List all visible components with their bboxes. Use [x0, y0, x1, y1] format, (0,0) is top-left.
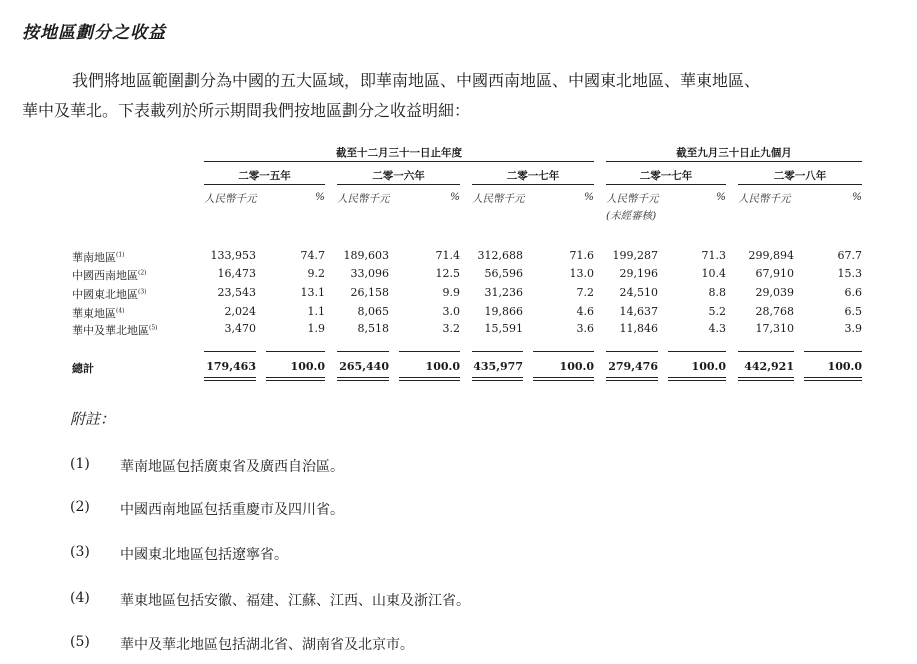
pct-cell: 1.1 — [307, 305, 325, 318]
note-number: (2) — [70, 499, 90, 515]
amount-cell: 56,596 — [484, 267, 523, 280]
pct-cell: 71.3 — [701, 249, 726, 262]
pct-cell: 9.2 — [307, 267, 325, 280]
pct-cell: 12.5 — [435, 267, 460, 280]
total-pct-cell: 100.0 — [827, 360, 862, 373]
amount-cell: 133,953 — [210, 249, 256, 262]
amount-cell: 67,910 — [755, 267, 794, 280]
pct-cell: 4.6 — [576, 305, 594, 318]
note-text: 中國東北地區包括遼寧省。 — [120, 547, 288, 563]
pct-cell: 71.6 — [569, 249, 594, 262]
subtotal-rule-pct — [804, 351, 862, 352]
total-pct-cell: 100.0 — [559, 360, 594, 373]
amount-cell: 11,846 — [619, 322, 658, 335]
total-amount-cell: 265,440 — [339, 360, 389, 373]
unit-label: 人民幣千元 — [204, 193, 257, 205]
note-text: 中國西南地區包括重慶市及四川省。 — [120, 502, 344, 518]
total-double-rule-pct — [266, 377, 325, 381]
amount-cell: 17,310 — [755, 322, 794, 335]
pct-cell: 6.5 — [844, 305, 862, 318]
amount-cell: 15,591 — [484, 322, 523, 335]
pct-cell: 5.2 — [708, 305, 726, 318]
note-text: 華東地區包括安徽、福建、江蘇、江西、山東及浙江省。 — [120, 593, 470, 609]
total-double-rule-amount — [472, 377, 523, 381]
group-header-rule-left — [204, 161, 594, 162]
subtotal-rule-amount — [337, 351, 389, 352]
group-header-nine-months: 截至九月三十日止九個月 — [676, 147, 792, 159]
subtotal-rule-pct — [399, 351, 460, 352]
total-double-rule-amount — [606, 377, 658, 381]
region-note-ref: (5) — [149, 324, 158, 332]
pct-cell: 15.3 — [837, 267, 862, 280]
total-amount-cell: 279,476 — [608, 360, 658, 373]
region-note-ref: (3) — [138, 288, 147, 296]
region-note-ref: (2) — [138, 269, 147, 277]
year-header: 二零一五年 — [238, 170, 291, 182]
subtotal-rule-pct — [668, 351, 726, 352]
region-label: 華南地區 — [72, 251, 116, 264]
subtotal-rule-amount — [472, 351, 523, 352]
pct-cell: 3.2 — [442, 322, 460, 335]
year-header-rule — [606, 184, 726, 185]
subtotal-rule-pct — [266, 351, 325, 352]
pct-cell: 13.0 — [569, 267, 594, 280]
region-name — [72, 322, 158, 338]
pct-cell: 13.1 — [300, 286, 325, 299]
pct-label: % — [450, 191, 460, 203]
pct-cell: 74.7 — [300, 249, 325, 262]
region-label: 華東地區 — [72, 307, 116, 320]
amount-cell: 29,196 — [619, 267, 658, 280]
unit-label: 人民幣千元 — [472, 193, 525, 205]
region-label: 華中及華北地區 — [72, 324, 149, 337]
intro-line-1: 我們將地區範圍劃分為中國的五大區域，即華南地區、中國西南地區、中國東北地區、華東地區、 — [72, 71, 761, 90]
year-header-rule — [337, 184, 460, 185]
region-note-ref: (1) — [116, 251, 125, 259]
subtotal-rule-amount — [606, 351, 658, 352]
group-header-annual: 截至十二月三十一日止年度 — [336, 147, 462, 159]
amount-cell: 26,158 — [350, 286, 389, 299]
year-header-rule — [204, 184, 325, 185]
pct-cell: 67.7 — [837, 249, 862, 262]
note-number: (1) — [70, 456, 90, 472]
region-name — [72, 249, 125, 265]
amount-cell: 3,470 — [224, 322, 256, 335]
pct-cell: 4.3 — [708, 322, 726, 335]
year-header: 二零一七年 — [506, 170, 560, 182]
amount-cell: 23,543 — [217, 286, 256, 299]
amount-cell: 8,065 — [357, 305, 389, 318]
total-amount-cell: 179,463 — [206, 360, 256, 373]
total-double-rule-pct — [533, 377, 594, 381]
year-header-rule — [738, 184, 862, 185]
group-header-rule-right — [606, 161, 862, 162]
region-name — [72, 286, 147, 302]
amount-cell: 199,287 — [612, 249, 658, 262]
total-double-rule-amount — [738, 377, 794, 381]
note-text: 華中及華北地區包括湖北省、湖南省及北京市。 — [120, 637, 414, 653]
pct-cell: 8.8 — [708, 286, 726, 299]
region-label: 中國西南地區 — [72, 269, 138, 282]
amount-cell: 28,768 — [755, 305, 794, 318]
region-name — [72, 305, 125, 321]
amount-cell: 312,688 — [477, 249, 523, 262]
pct-cell: 9.9 — [442, 286, 460, 299]
pct-cell: 1.9 — [307, 322, 325, 335]
region-name — [72, 267, 147, 283]
total-double-rule-amount — [204, 377, 256, 381]
note-number: (3) — [70, 544, 90, 560]
year-header: 二零一六年 — [372, 170, 425, 182]
amount-cell: 19,866 — [484, 305, 523, 318]
amount-cell: 14,637 — [619, 305, 658, 318]
amount-cell: 189,603 — [343, 249, 389, 262]
unit-label: 人民幣千元 — [738, 193, 791, 205]
notes-title: 附註： — [70, 410, 116, 428]
region-note-ref: (4) — [116, 307, 125, 315]
pct-cell: 7.2 — [576, 286, 594, 299]
pct-label: % — [315, 191, 325, 203]
total-pct-cell: 100.0 — [290, 360, 325, 373]
pct-label: % — [716, 191, 726, 203]
subtotal-rule-amount — [738, 351, 794, 352]
amount-cell: 31,236 — [484, 286, 523, 299]
note-text: 華南地區包括廣東省及廣西自治區。 — [120, 459, 344, 475]
pct-cell: 3.0 — [442, 305, 460, 318]
amount-cell: 299,894 — [748, 249, 794, 262]
section-heading: 按地區劃分之收益 — [22, 23, 166, 43]
total-double-rule-pct — [668, 377, 726, 381]
pct-label: % — [852, 191, 862, 203]
pct-cell: 10.4 — [701, 267, 726, 280]
amount-cell: 16,473 — [217, 267, 256, 280]
unit-label: 人民幣千元 — [337, 193, 390, 205]
total-pct-cell: 100.0 — [691, 360, 726, 373]
pct-label: % — [584, 191, 594, 203]
note-number: (4) — [70, 590, 90, 606]
subtotal-rule-amount — [204, 351, 256, 352]
pct-cell: 71.4 — [435, 249, 460, 262]
intro-line-2: 華中及華北。下表載列於所示期間我們按地區劃分之收益明細： — [22, 101, 471, 120]
amount-cell: 8,518 — [357, 322, 389, 335]
total-double-rule-amount — [337, 377, 389, 381]
total-double-rule-pct — [399, 377, 460, 381]
year-header-rule — [472, 184, 594, 185]
pct-cell: 3.6 — [576, 322, 594, 335]
total-pct-cell: 100.0 — [425, 360, 460, 373]
amount-cell: 33,096 — [350, 267, 389, 280]
total-label: 總計 — [72, 362, 94, 375]
unit-label: 人民幣千元 — [606, 193, 659, 205]
total-amount-cell: 435,977 — [473, 360, 523, 373]
total-amount-cell: 442,921 — [744, 360, 794, 373]
year-header: 二零一八年 — [773, 170, 827, 182]
region-label: 中國東北地區 — [72, 288, 138, 301]
note-number: (5) — [70, 634, 90, 650]
amount-cell: 2,024 — [224, 305, 256, 318]
unaudited-label: (未經審核) — [606, 210, 657, 222]
pct-cell: 6.6 — [844, 286, 862, 299]
year-header: 二零一七年 — [639, 170, 693, 182]
pct-cell: 3.9 — [844, 322, 862, 335]
amount-cell: 29,039 — [755, 286, 794, 299]
subtotal-rule-pct — [533, 351, 594, 352]
total-double-rule-pct — [804, 377, 862, 381]
amount-cell: 24,510 — [619, 286, 658, 299]
